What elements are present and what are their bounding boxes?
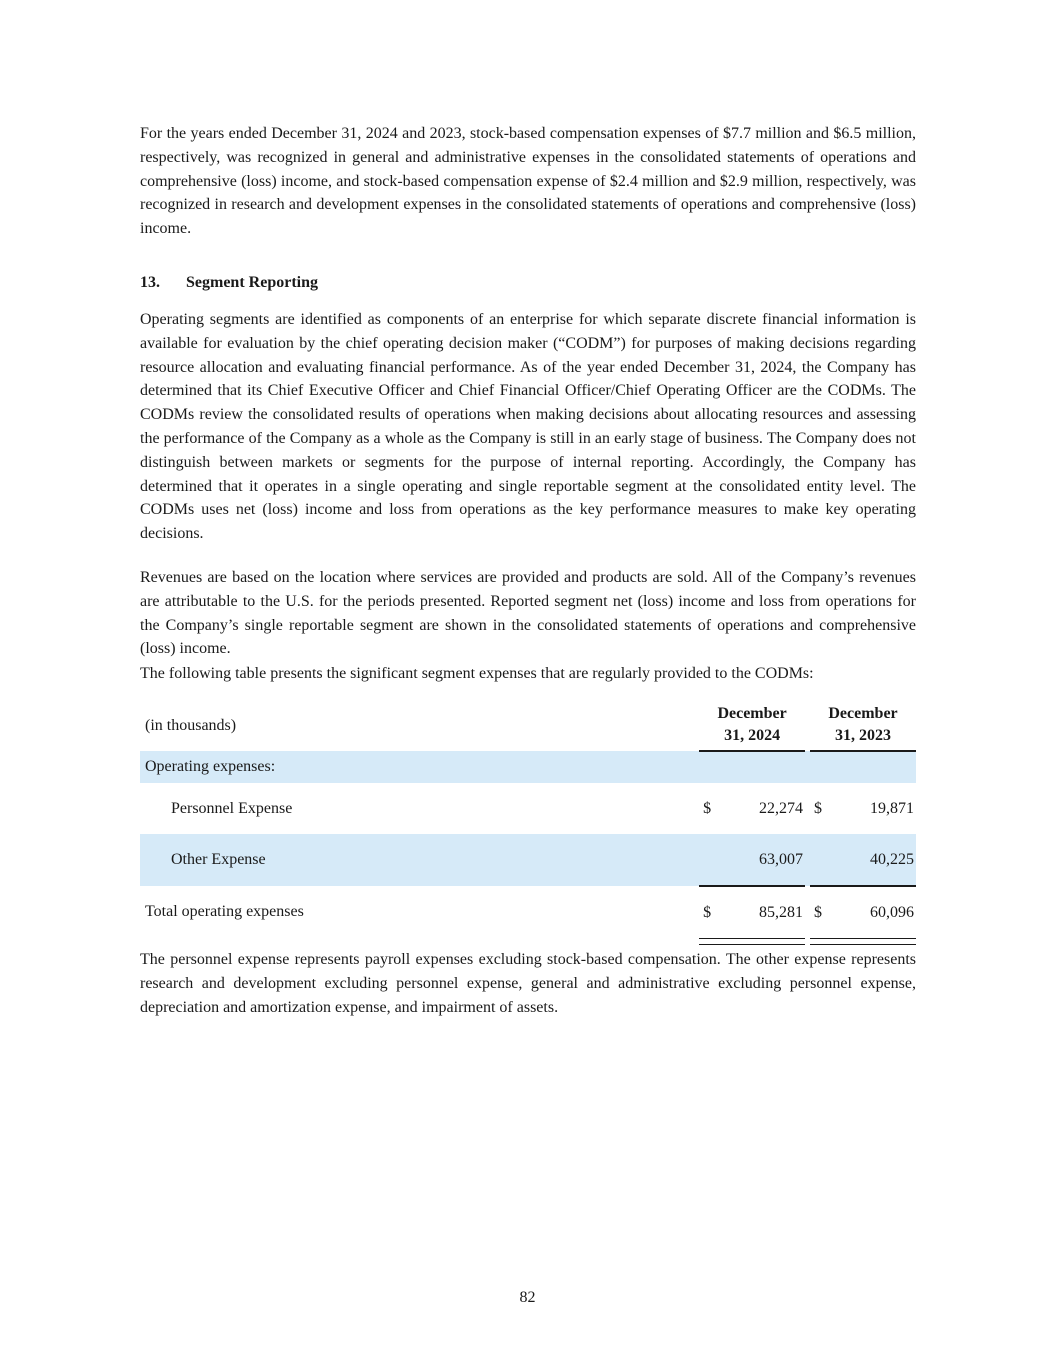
table-intro-paragraph: The following table presents the significant segment expenses that are regularly provided to the CODMs:: [140, 665, 814, 682]
double-underline: [810, 939, 916, 945]
row-label: Other Expense: [171, 851, 266, 868]
total-2024: 85,281: [723, 886, 805, 939]
currency-symbol: [810, 834, 834, 886]
section-number: 13.: [140, 274, 160, 291]
closing-paragraph: The personnel expense represents payroll expenses excluding stock-based compensation. The other expense represents research and development excluding personnel expense, general and administrative excluding personnel expense, depreciation and amortization expense, and impairment of assets.: [140, 951, 916, 1016]
double-underline: [699, 939, 805, 945]
column-header-line1: December: [717, 705, 787, 722]
column-header-2023: [810, 700, 916, 751]
currency-symbol: [699, 834, 723, 886]
column-header-2024: [699, 700, 805, 751]
value-2024: 63,007: [759, 850, 804, 868]
table-total-row: [140, 886, 916, 939]
column-header-line2: 31, 2024: [724, 727, 781, 744]
section-heading: [140, 274, 318, 292]
total-label: Total operating expenses: [145, 903, 304, 921]
currency-symbol: $: [703, 799, 712, 817]
table-header-row: [140, 700, 916, 751]
table-group-row: [140, 751, 916, 783]
column-header-line2: 31, 2023: [835, 727, 892, 744]
total-2023: 60,096: [834, 886, 916, 939]
units-label: (in thousands): [145, 716, 237, 734]
page-number: 82: [519, 1289, 536, 1306]
value-2023: 19,871: [870, 799, 914, 817]
group-label: Operating expenses:: [145, 758, 276, 775]
table-row: [140, 783, 916, 834]
column-header-line1: December: [828, 705, 898, 722]
revenues-paragraph: Revenues are based on the location where services are provided and products are sold. All of the Company’s revenues are attributable to the U.S. for the periods presented. Reported segment net (loss) income and loss from operations for the Company’s single reportable segment are shown in the consolidated statements of operations and comprehensive (loss) income.: [140, 569, 916, 658]
table-row: [140, 834, 916, 886]
row-label: Personnel Expense: [171, 799, 293, 817]
value-2023: 40,225: [870, 850, 914, 868]
section-title: Segment Reporting: [186, 274, 318, 291]
stock-comp-paragraph: For the years ended December 31, 2024 and 2023, stock-based compensation expenses of $7.7 million and $6.5 million, respectively, was recognized in general and administrative expenses in the consolidated statements of operations and comprehensive (loss) income, and stock-based compensation expense of $2.4 million and $2.9 million, respectively, was recognized in research and development expenses in the consolidated statements of operations and comprehensive (loss) income.: [140, 125, 916, 238]
currency-symbol: $: [699, 886, 723, 939]
double-underline-row: [140, 939, 916, 945]
currency-symbol: $: [814, 799, 823, 817]
value-2024: 22,274: [759, 799, 804, 817]
segments-intro-paragraph: Operating segments are identified as components of an enterprise for which separate discrete financial information is available for evaluation by the chief operating decision maker (“CODM”) for purposes of making decisions regarding resource allocation and evaluating financial performance. As of the year ended December 31, 2024, the Company has determined that its Chief Executive Officer and Chief Financial Officer/Chief Operating Officer are the CODMs. The CODMs review the consolidated results of operations when making decisions about allocating resources and assessing the performance of the Company as a whole as the Company is still in an early stage of business. The Company does not distinguish between markets or segments for the purpose of internal reporting. Accordingly, the Company has determined that it operates in a single operating and single reportable segment at the consolidated entity level. The CODMs uses net (loss) income and loss from operations as the key performance measures to make key operating decisions.: [140, 311, 916, 543]
segment-expenses-table: [140, 700, 916, 945]
currency-symbol: $: [810, 886, 834, 939]
